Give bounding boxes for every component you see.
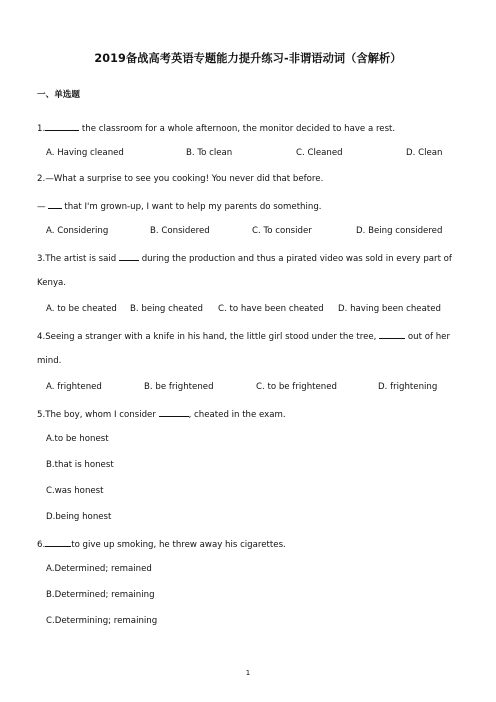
option-c: C. to be frightened	[256, 382, 337, 392]
option-d: D.being honest	[46, 512, 112, 522]
option-a: A. Considering	[46, 226, 109, 236]
question-text: The boy, whom I consider	[45, 410, 159, 420]
question-4-options	[0, 381, 496, 393]
option-d: D. having been cheated	[338, 304, 441, 314]
dash: —	[37, 202, 46, 212]
question-text: that I'm grown-up, I want to help my parents do something.	[61, 202, 322, 212]
answer-blank	[379, 329, 405, 339]
answer-blank	[45, 121, 79, 131]
option-d: D. Being considered	[356, 226, 443, 236]
question-3-options	[0, 303, 496, 315]
option-c: C. to have been cheated	[218, 304, 324, 314]
option-a: A. to be cheated	[46, 304, 117, 314]
option-a: A.Determined; remained	[46, 564, 152, 574]
answer-blank	[48, 199, 62, 209]
question-text: , cheated in the exam.	[188, 410, 286, 420]
option-c: C.was honest	[46, 486, 104, 496]
question-number: 1.	[37, 124, 46, 134]
question-number: 4.	[37, 332, 46, 342]
option-c: C. To consider	[252, 226, 312, 236]
option-d: D. Clean	[406, 148, 443, 158]
option-b: B.that is honest	[46, 460, 114, 470]
option-c: C.Determining; remaining	[46, 616, 158, 626]
question-2-stem-line2	[37, 199, 322, 213]
option-b: B. be frightened	[144, 382, 214, 392]
question-text: The artist is said	[45, 254, 119, 264]
question-number: 6.	[37, 540, 46, 550]
question-text: —What a surprise to see you cooking! You never did that before.	[45, 174, 324, 184]
option-b: B. Considered	[150, 226, 210, 236]
question-text: the classroom for a whole afternoon, the monitor decided to have a rest.	[79, 124, 396, 134]
question-5-stem	[37, 407, 286, 421]
question-text: out of her	[405, 332, 450, 342]
question-1-stem	[37, 121, 395, 135]
document-title: 2019备战高考英语专题能力提升练习-非谓语动词（含解析）	[94, 52, 402, 65]
option-b: B.Determined; remaining	[46, 590, 155, 600]
question-6-stem	[37, 537, 286, 551]
option-a: A. frightened	[46, 382, 102, 392]
option-c: C. Cleaned	[296, 148, 343, 158]
answer-blank	[45, 537, 71, 547]
question-number: 3.	[37, 254, 46, 264]
question-text: Seeing a stranger with a knife in his hand, the little girl stood under the tree,	[45, 332, 380, 342]
question-3-stem	[37, 251, 452, 265]
option-b: B. being cheated	[130, 304, 203, 314]
question-text: during the production and thus a pirated video was sold in every part of	[138, 254, 452, 264]
question-number: 2.	[37, 174, 46, 184]
answer-blank	[159, 407, 189, 417]
question-2-stem	[37, 173, 323, 185]
option-b: B. To clean	[186, 148, 233, 158]
answer-blank	[119, 251, 139, 261]
question-1-options	[0, 147, 496, 159]
question-4-stem	[37, 329, 450, 343]
page-number: 1	[245, 669, 251, 677]
question-4-stem-cont: mind.	[37, 356, 62, 366]
question-3-stem-cont: Kenya.	[37, 278, 67, 288]
option-a: A.to be honest	[46, 434, 109, 444]
option-a: A. Having cleaned	[46, 148, 124, 158]
section-heading: 一、单选题	[37, 90, 80, 100]
option-d: D. frightening	[378, 382, 438, 392]
question-number: 5.	[37, 410, 46, 420]
question-2-options	[0, 225, 496, 237]
question-text: to give up smoking, he threw away his cigarettes.	[71, 540, 286, 550]
